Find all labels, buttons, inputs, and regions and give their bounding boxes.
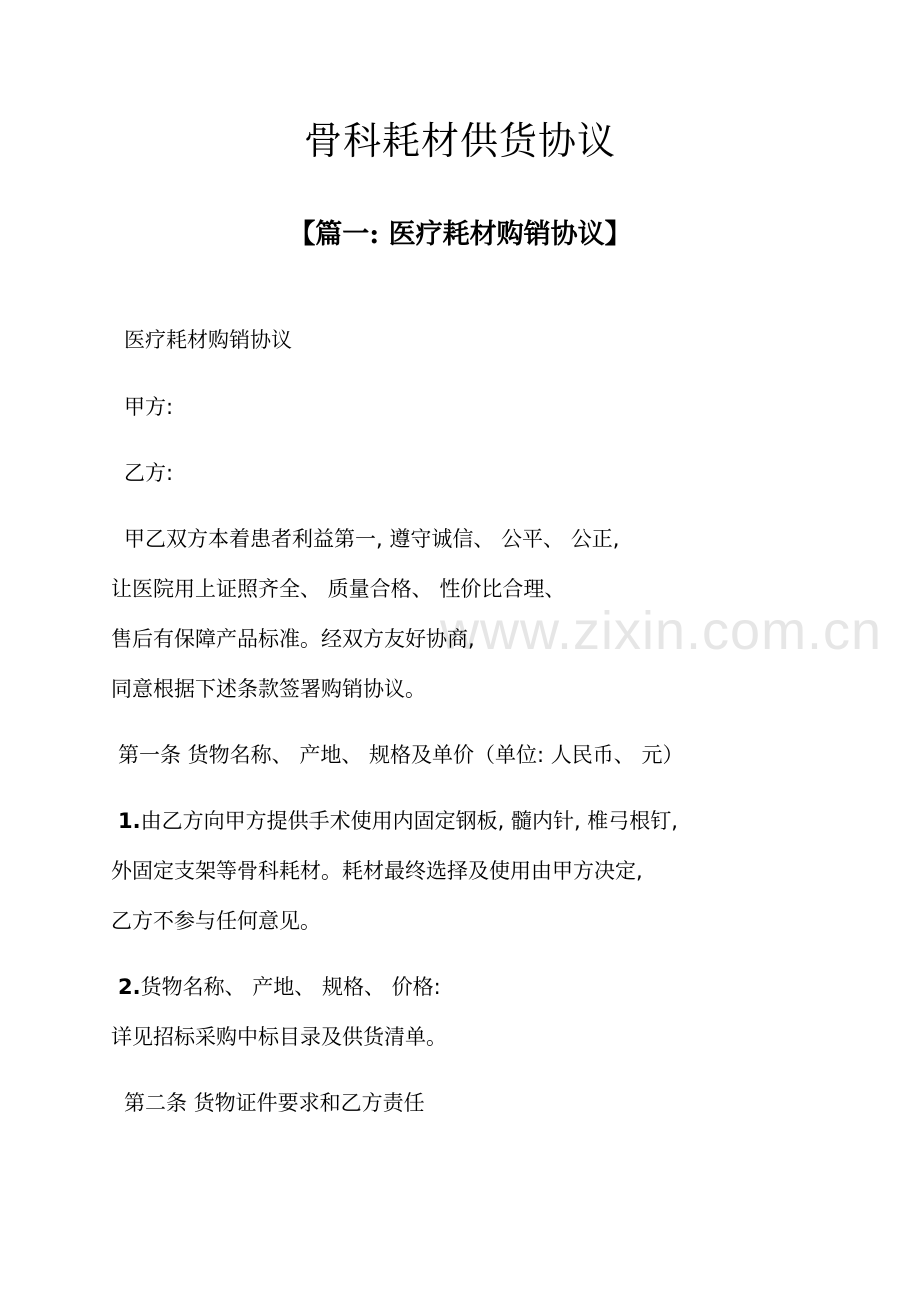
clause-2-text: 货物名称、 产地、 规格、 价格: [140,975,441,999]
party-a-label: 甲方: [124,395,174,419]
preamble-line-3: 售后有保障产品标准。经双方友好协商, [111,627,475,651]
clause-2-line-1 [118,972,441,1002]
clause-2-number: 2. [118,975,141,999]
party-b-label: 乙方: [124,461,174,485]
article-2-heading: 第二条 货物证件要求和乙方责任 [124,1091,425,1115]
clause-1-line-3: 乙方不参与任何意见。 [111,909,321,933]
preamble-line-4: 同意根据下述条款签署购销协议。 [111,677,426,701]
watermark: www.zixin.com.cn [440,601,883,661]
preamble-line-2: 让医院用上证照齐全、 质量合格、 性价比合理、 [111,577,566,601]
document-subtitle: 【篇一: 医疗耗材购销协议】 [288,219,632,250]
clause-1-number: 1. [118,809,141,833]
clause-2-line-2: 详见招标采购中标目录及供货清单。 [111,1025,447,1049]
article-1-heading: 第一条 货物名称、 产地、 规格及单价（单位: 人民币、 元） [118,743,684,767]
clause-1-line-2: 外固定支架等骨科耗材。耗材最终选择及使用由甲方决定, [111,859,643,883]
agreement-heading: 医疗耗材购销协议 [124,328,292,352]
clause-1-line-1 [118,806,678,836]
preamble-line-1: 甲乙双方本着患者利益第一, 遵守诚信、 公平、 公正, [124,527,620,551]
document-title: 骨科耗材供货协议 [303,119,616,163]
clause-1-text: 由乙方向甲方提供手术使用内固定钢板, 髓内针, 椎弓根钉, [140,809,678,833]
